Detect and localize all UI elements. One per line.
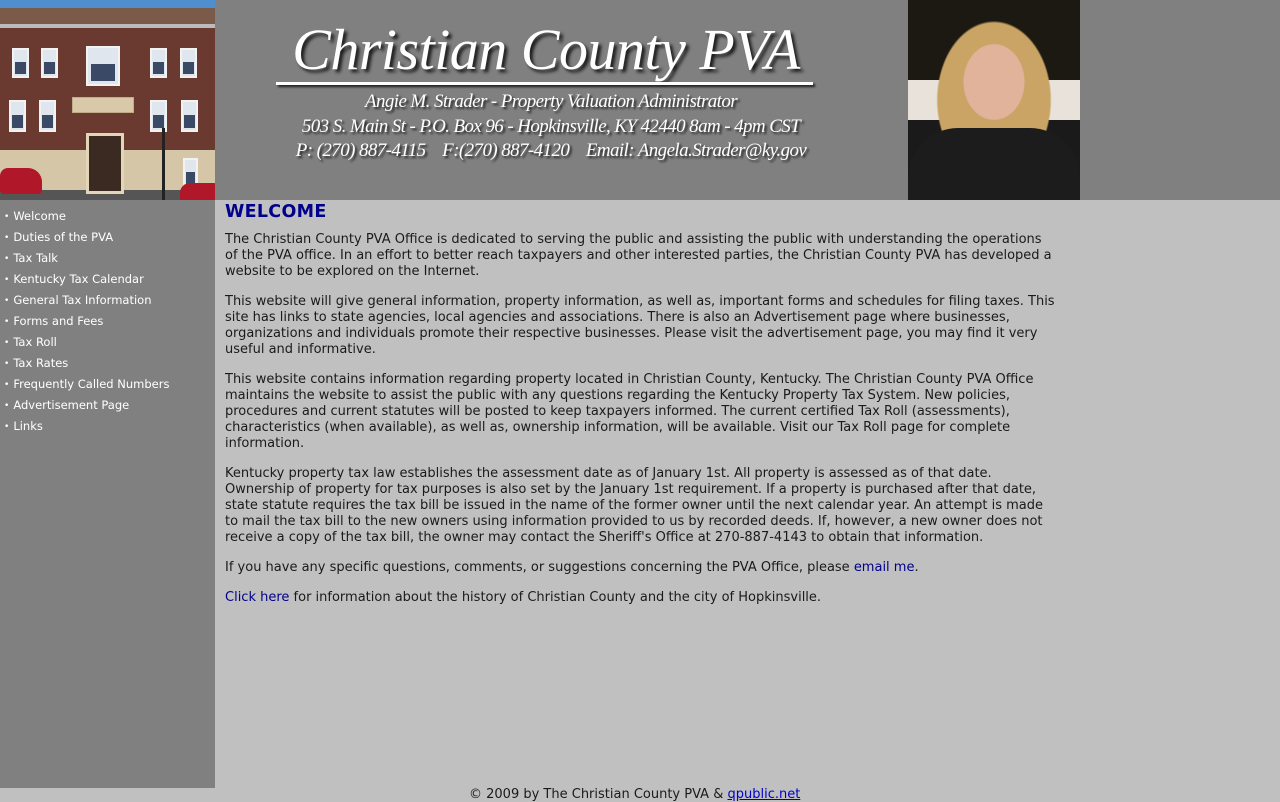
contact-text: If you have any specific questions, comments, or suggestions concerning the PVA Office, please [225,560,854,575]
sidebar-item-label: Advertisement Page [13,398,130,412]
sidebar-item-label: Frequently Called Numbers [13,377,170,391]
property-info-paragraph: This website contains information regarding property located in Christian County, Kentucky. The Christian County PVA Office maintains the website to assist the public with any questions regarding the Kentucky Property Tax System. New policies, procedures and current statutes will be posted to keep taxpayers informed. The current certified Tax Roll (assessments), characteristics (when available), as well as, ownership information, will be available. Visit our Tax Roll page for complete information. [225,372,1034,451]
history-paragraph [225,590,1055,606]
sidebar-item-called-numbers[interactable] [0,376,169,394]
address-line: 503 S. Main St - P.O. Box 96 - Hopkinsville, KY 42440 8am - 4pm CST [301,116,801,137]
bullet-icon: • [4,380,10,390]
sidebar-item-label: Duties of the PVA [13,230,114,244]
administrator-line: Angie M. Strader - Property Valuation Administrator [364,91,738,112]
site-header [0,0,1280,200]
contact-line: P: (270) 887-4115 F:(270) 887-4120 Email: Angela.Strader@ky.gov [295,140,807,161]
page-heading: WELCOME [225,202,327,222]
bullet-icon: • [4,359,10,369]
sidebar-item-label: Kentucky Tax Calendar [13,272,144,286]
bullet-icon: • [4,401,10,411]
sidebar-item-label: Tax Rates [13,356,69,370]
building-photo [0,0,215,200]
contact-paragraph [225,560,1055,576]
sidebar-item-label: Welcome [13,209,66,223]
administrator-portrait [908,0,1080,200]
copyright-text: © 2009 by The Christian County PVA & [469,787,728,802]
sidebar-item-label: Tax Talk [13,251,58,265]
bullet-icon: • [4,338,10,348]
sidebar-item-general-tax-info[interactable] [0,292,152,310]
intro-paragraph: The Christian County PVA Office is dedicated to serving the public and assisting the public with understanding the operations of the PVA office. In an effort to better reach taxpayers and other interested parties, the Christian County PVA has developed a website to be explored on the Internet. [225,232,1052,279]
history-text: for information about the history of Christian County and the city of Hopkinsville. [289,590,822,605]
bullet-icon: • [4,422,10,432]
sidebar-item-forms-fees[interactable] [0,313,103,331]
sidebar-item-links[interactable] [0,418,43,436]
sidebar-item-duties[interactable] [0,229,113,247]
sidebar-item-welcome[interactable] [0,208,66,226]
email-me-link[interactable]: email me [853,560,915,575]
sidebar-nav [0,200,215,788]
sidebar-item-advertisement[interactable] [0,397,129,415]
sidebar-item-label: Links [13,419,43,433]
sidebar-item-label: Tax Roll [13,335,57,349]
header-title-block [216,0,908,200]
sidebar-item-tax-rates[interactable] [0,355,68,373]
site-title: Christian County PVA [292,17,800,82]
website-info-paragraph: This website will give general information, property information, as well as, important forms and schedules for filing taxes. This site has links to state agencies, local agencies and associations. There is also an Advertisement page where businesses, organizations and individuals promote their respective businesses. Please visit the advertisement page, you may find it very useful and informative. [225,294,1055,357]
sidebar-item-label: Forms and Fees [13,314,104,328]
bullet-icon: • [4,275,10,285]
sidebar-item-label: General Tax Information [13,293,152,307]
bullet-icon: • [4,212,10,222]
tax-law-paragraph: Kentucky property tax law establishes the assessment date as of January 1st. All property is assessed as of that date. Ownership of property for tax purposes is also set by the January 1st requirement. If a property is purchased after that date, state statute requires the tax bill be issued in the name of the former owner until the next calendar year. An attempt is made to mail the tax bill to the new owners using information provided to us by recorded deeds. If, however, a new owner does not receive a copy of the tax bill, the owner may contact the Sheriff's Office at 270-887-4143 to obtain that information. [225,466,1044,545]
sidebar-item-tax-roll[interactable] [0,334,57,352]
contact-end: . [914,560,919,575]
bullet-icon: • [4,254,10,264]
bullet-icon: • [4,296,10,306]
main-content [225,200,1055,620]
history-link[interactable]: Click here [225,590,290,605]
bullet-icon: • [4,233,10,243]
title-underline [276,82,813,85]
sidebar-item-tax-calendar[interactable] [0,271,144,289]
qpublic-link[interactable]: qpublic.net [727,787,801,802]
sidebar-item-tax-talk[interactable] [0,250,58,268]
bullet-icon: • [4,317,10,327]
